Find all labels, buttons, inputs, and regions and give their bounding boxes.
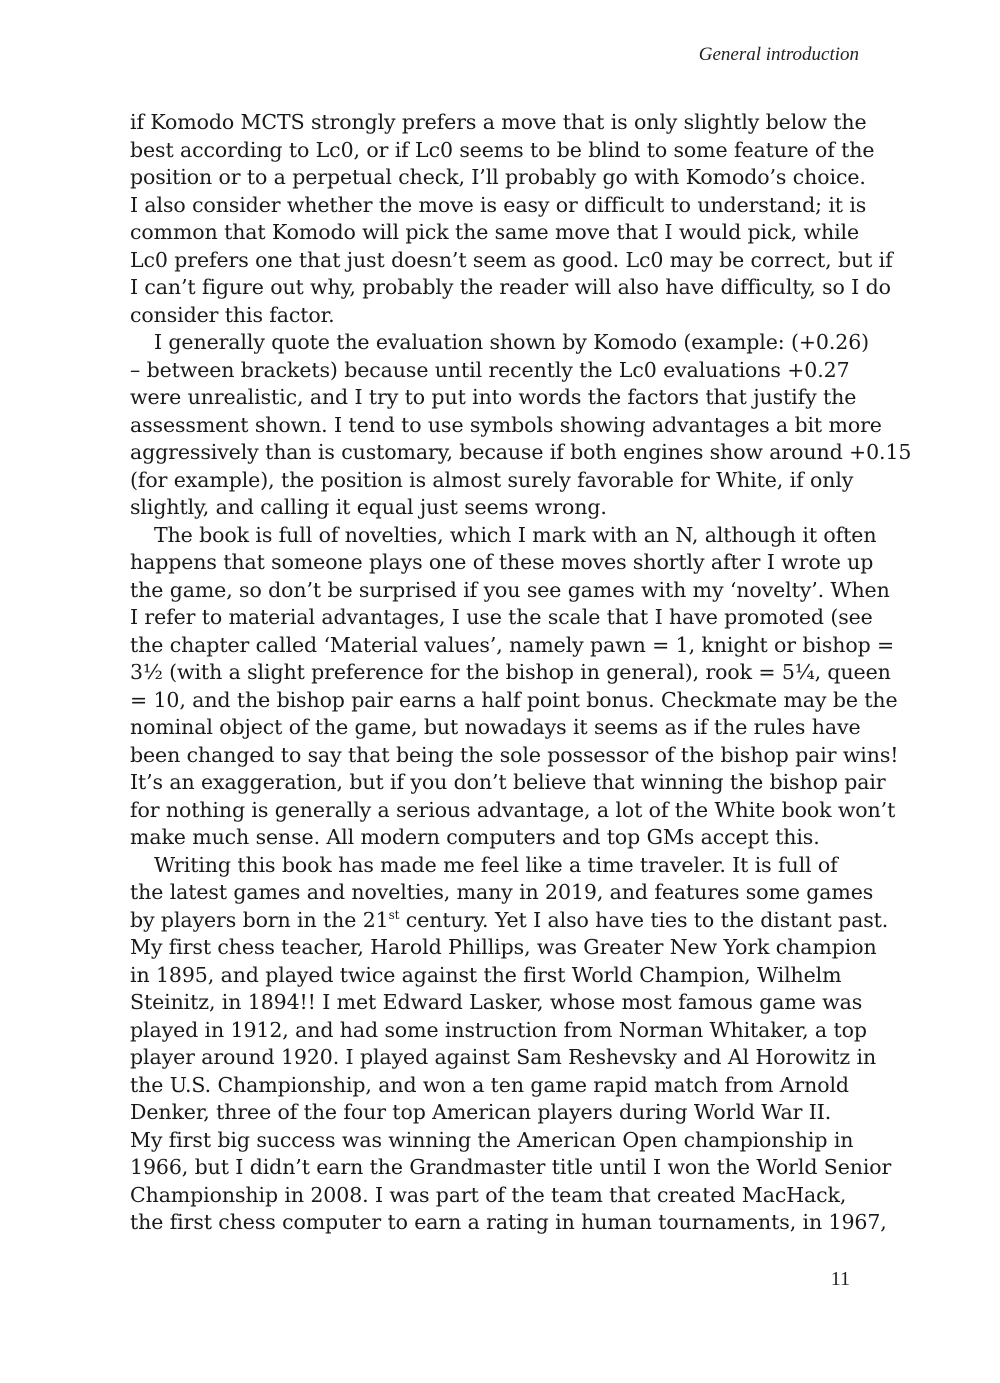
text-line (130, 467, 860, 495)
text-line (130, 659, 891, 687)
text-line (130, 302, 860, 330)
text-line-content: assessment shown. I tend to use symbols showing advantages a bit more (130, 412, 882, 437)
text-line (130, 1209, 887, 1237)
text-line-content: for nothing is generally a serious advantage, a lot of the White book won’t (130, 797, 896, 822)
text-line-continuation: century. Yet I also have ties to the distant past. (399, 907, 889, 932)
text-line (130, 412, 882, 440)
text-line (130, 989, 863, 1017)
text-line-content: My first big success was winning the American Open championship in (130, 1127, 854, 1152)
text-line (130, 164, 866, 192)
text-line-content: The book is full of novelties, which I mark with an N, although it often (154, 522, 877, 547)
text-line-content: been changed to say that being the sole possessor of the bishop pair wins! (130, 742, 899, 767)
text-line-content: nominal object of the game, but nowadays it seems as if the rules have (130, 715, 861, 739)
text-line (130, 1072, 860, 1100)
text-line-content: player around 1920. I played against Sam Reshevsky and Al Horowitz in (130, 1045, 877, 1069)
body-text (130, 109, 912, 1237)
text-line-content: Championship in 2008. I was part of the team that created MacHack, (130, 1182, 847, 1207)
text-line (130, 1044, 877, 1072)
superscript: st (388, 907, 400, 922)
text-line-content: the chapter called ‘Material values’, namely pawn = 1, knight or bishop = (130, 632, 895, 657)
text-line-content: I also consider whether the move is easy or difficult to understand; it is (130, 192, 867, 217)
text-line (130, 274, 891, 302)
text-line-content: – between brackets) because until recently the Lc0 evaluations +0.27 (130, 357, 850, 382)
text-line (130, 329, 870, 357)
text-line-content: Steinitz, in 1894!! I met Edward Lasker, whose most famous game was (130, 990, 863, 1014)
text-line-content: Lc0 prefers one that just doesn’t seem as good. Lc0 may be correct, but if (130, 247, 893, 272)
text-line-content: Denker, three of the four top American players during World War II. (130, 1100, 832, 1124)
text-line-content: My first chess teacher, Harold Phillips, was Greater New York champion (130, 935, 877, 959)
text-line-content: I can’t figure out why, probably the reader will also have difficulty, so I do (130, 275, 891, 299)
text-line (130, 219, 860, 247)
text-line (130, 1154, 892, 1182)
text-line (130, 439, 912, 467)
text-line-content: aggressively than is customary, because if both engines show around +0.15 (130, 440, 912, 464)
text-line (130, 632, 895, 660)
text-line-content: slightly, and calling it equal just seems wrong. (130, 495, 607, 519)
text-line-content: Writing this book has made me feel like a time traveler. It is full of (154, 852, 838, 877)
text-line-content: the first chess computer to earn a rating in human tournaments, in 1967, (130, 1210, 887, 1234)
text-line (130, 192, 867, 220)
text-line-content: in 1895, and played twice against the first World Champion, Wilhelm (130, 962, 842, 987)
text-line (130, 824, 860, 852)
text-line (130, 797, 896, 825)
text-line (130, 357, 860, 385)
text-line-content: if Komodo MCTS strongly prefers a move that is only slightly below the (130, 110, 867, 134)
text-line-content: 3½ (with a slight preference for the bishop in general), rook = 5¼, queen (130, 660, 891, 684)
text-line (130, 1127, 860, 1155)
text-line-content: It’s an exaggeration, but if you don’t believe that winning the bishop pair (130, 770, 886, 794)
text-line (130, 549, 874, 577)
text-line (130, 522, 877, 550)
text-line-content: played in 1912, and had some instruction from Norman Whitaker, a top (130, 1017, 867, 1042)
text-line-content: best according to Lc0, or if Lc0 seems to be blind to some feature of the (130, 137, 875, 162)
text-line (130, 934, 877, 962)
text-line (130, 1099, 860, 1127)
text-line (130, 137, 875, 165)
text-line-content: make much sense. All modern computers and top GMs accept this. (130, 825, 820, 849)
text-line-content: I generally quote the evaluation shown by Komodo (example: (+0.26) (154, 330, 870, 354)
text-line-content: the latest games and novelties, many in 2019, and features some games (130, 880, 874, 904)
text-line (130, 1182, 860, 1210)
text-line-content: I refer to material advantages, I use the scale that I have promoted (see (130, 605, 873, 629)
text-line-content: happens that someone plays one of these moves shortly after I wrote up (130, 550, 874, 574)
text-line (130, 852, 860, 880)
text-line (130, 1017, 867, 1045)
text-line-content: consider this factor. (130, 302, 335, 327)
text-line-content: (for example), the position is almost surely favorable for White, if only (130, 467, 854, 492)
text-line (130, 907, 889, 935)
text-line-content: 1966, but I didn’t earn the Grandmaster title until I won the World Senior (130, 1155, 892, 1179)
text-line (130, 494, 860, 522)
text-line (130, 604, 873, 632)
text-line (130, 109, 867, 137)
text-line (130, 247, 893, 275)
text-line (130, 879, 874, 907)
text-line-content: by players born in the 21 (130, 907, 389, 932)
running-header: General introduction (698, 44, 859, 65)
text-line (130, 742, 899, 770)
text-line-content: were unrealistic, and I try to put into words the factors that justify the (130, 385, 857, 409)
text-line-content: the U.S. Championship, and won a ten game rapid match from Arnold (130, 1072, 849, 1097)
text-line-content: position or to a perpetual check, I’ll probably go with Komodo’s choice. (130, 165, 866, 189)
text-line (130, 384, 860, 412)
text-line (130, 687, 898, 715)
text-line (130, 769, 886, 797)
text-line (130, 577, 890, 605)
text-line (130, 962, 860, 990)
text-line-content: the game, so don’t be surprised if you see games with my ‘novelty’. When (130, 577, 890, 602)
text-line-content: common that Komodo will pick the same move that I would pick, while (130, 220, 860, 244)
page-number: 11 (830, 1268, 850, 1290)
text-line (130, 714, 860, 742)
text-line-content: = 10, and the bishop pair earns a half point bonus. Checkmate may be the (130, 687, 898, 712)
